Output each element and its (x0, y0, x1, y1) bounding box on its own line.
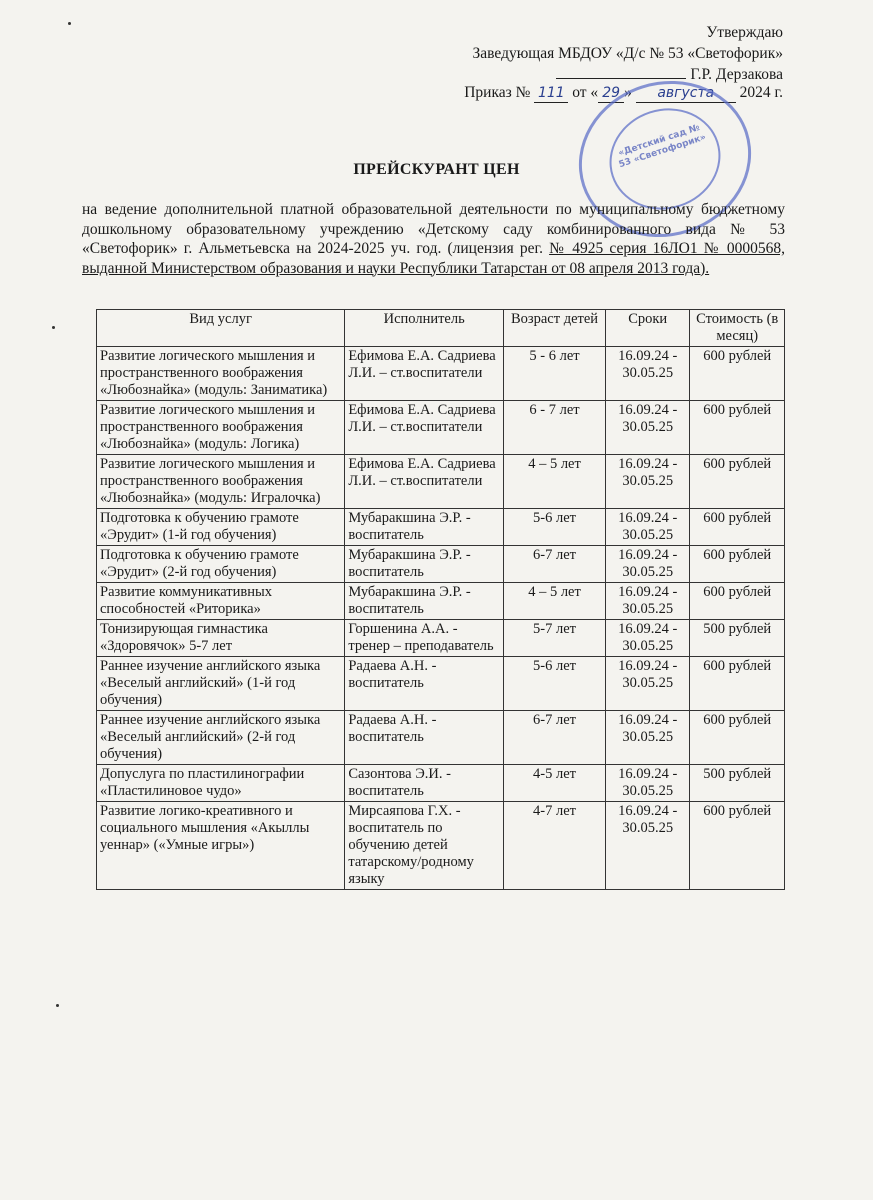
cell-executor: Мубаракшина Э.Р. - воспитатель (345, 583, 504, 620)
cell-period: 16.09.24 - 30.05.25 (606, 802, 690, 890)
table-row (97, 347, 785, 401)
order-prefix: Приказ № (464, 84, 531, 101)
order-number: 111 (537, 85, 565, 101)
cell-service: Допуслуга по пластилинографии «Пластилиновое чудо» (97, 765, 345, 802)
cell-executor: Мирсаяпова Г.Х. - воспитатель по обучению детей татарскому/родному языку (345, 802, 504, 890)
table-row (97, 509, 785, 546)
cell-cost: 600 рублей (690, 657, 785, 711)
scan-speck (52, 326, 55, 329)
order-from: от « (572, 84, 599, 101)
table-row (97, 711, 785, 765)
cell-executor: Мубаракшина Э.Р. - воспитатель (345, 546, 504, 583)
cell-service: Раннее изучение английского языка «Веселый английский» (1-й год обучения) (97, 657, 345, 711)
cell-service: Развитие логического мышления и пространственного воображения «Любознайка» (модуль: Заниматика) (97, 347, 345, 401)
cell-period: 16.09.24 - 30.05.25 (606, 546, 690, 583)
table-row (97, 620, 785, 657)
cell-executor: Ефимова Е.А. Садриева Л.И. – ст.воспитатели (345, 347, 504, 401)
cell-cost: 600 рублей (690, 455, 785, 509)
cell-age: 6-7 лет (504, 711, 606, 765)
cell-executor: Радаева А.Н. - воспитатель (345, 711, 504, 765)
cell-period: 16.09.24 - 30.05.25 (606, 347, 690, 401)
cell-period: 16.09.24 - 30.05.25 (606, 583, 690, 620)
intro-text: на ведение дополнительной платной образовательной деятельности по муниципальному бюджетному дошкольному образовательному учреждению «Детскому саду комбинированного вида № 53 «Светофорик» г. Альметьевска на 2024-2025 уч. год. (лицензия рег. (82, 201, 785, 257)
order-number-field (534, 84, 568, 103)
cell-executor: Ефимова Е.А. Садриева Л.И. – ст.воспитатели (345, 455, 504, 509)
scan-speck (68, 22, 71, 25)
cell-cost: 500 рублей (690, 765, 785, 802)
table-row (97, 657, 785, 711)
cell-service: Тонизирующая гимнастика «Здоровячок» 5-7 лет (97, 620, 345, 657)
cell-period: 16.09.24 - 30.05.25 (606, 401, 690, 455)
scan-speck (56, 1004, 59, 1007)
cell-service: Развитие логического мышления и пространственного воображения «Любознайка» (модуль: Игралочка) (97, 455, 345, 509)
order-close: » (624, 84, 632, 101)
header-executor: Исполнитель (345, 310, 504, 347)
header-service: Вид услуг (97, 310, 345, 347)
cell-cost: 600 рублей (690, 546, 785, 583)
approval-word: Утверждаю (706, 24, 783, 41)
header-age: Возраст детей (504, 310, 606, 347)
cell-age: 4-7 лет (504, 802, 606, 890)
stamp-text: «Детский сад № 53 «Светофорик» (617, 123, 708, 171)
cell-service: Развитие логико-креативного и социального мышления «Акыллы уеннар» («Умные игры») (97, 802, 345, 890)
cell-age: 5-7 лет (504, 620, 606, 657)
signature-line (556, 78, 686, 79)
approval-block (473, 22, 783, 85)
cell-cost: 600 рублей (690, 583, 785, 620)
cell-cost: 600 рублей (690, 802, 785, 890)
cell-executor: Мубаракшина Э.Р. - воспитатель (345, 509, 504, 546)
cell-period: 16.09.24 - 30.05.25 (606, 765, 690, 802)
approval-signer-line (473, 64, 783, 85)
order-day: 29 (602, 85, 621, 101)
cell-service: Подготовка к обучению грамоте «Эрудит» (1-й год обучения) (97, 509, 345, 546)
cell-period: 16.09.24 - 30.05.25 (606, 657, 690, 711)
cell-age: 4-5 лет (504, 765, 606, 802)
table-row (97, 802, 785, 890)
cell-age: 4 – 5 лет (504, 583, 606, 620)
cell-cost: 600 рублей (690, 711, 785, 765)
intro-paragraph (82, 200, 785, 278)
cell-cost: 600 рублей (690, 347, 785, 401)
cell-age: 5-6 лет (504, 657, 606, 711)
table-row (97, 583, 785, 620)
cell-executor: Ефимова Е.А. Садриева Л.И. – ст.воспитатели (345, 401, 504, 455)
table-row (97, 765, 785, 802)
approval-signer: Г.Р. Дерзакова (690, 66, 783, 83)
cell-period: 16.09.24 - 30.05.25 (606, 711, 690, 765)
cell-period: 16.09.24 - 30.05.25 (606, 509, 690, 546)
cell-executor: Радаева А.Н. - воспитатель (345, 657, 504, 711)
cell-age: 5-6 лет (504, 509, 606, 546)
table-row (97, 401, 785, 455)
cell-cost: 600 рублей (690, 401, 785, 455)
cell-age: 6 - 7 лет (504, 401, 606, 455)
cell-service: Подготовка к обучению грамоте «Эрудит» (2-й год обучения) (97, 546, 345, 583)
cell-cost: 500 рублей (690, 620, 785, 657)
document-title: ПРЕЙСКУРАНТ ЦЕН (353, 161, 520, 178)
price-table (96, 309, 785, 890)
cell-service: Развитие логического мышления и пространственного воображения «Любознайка» (модуль: Логика) (97, 401, 345, 455)
header-period: Сроки (606, 310, 690, 347)
cell-age: 5 - 6 лет (504, 347, 606, 401)
table-header-row (97, 310, 785, 347)
approval-position: Заведующая МБДОУ «Д/с № 53 «Светофорик» (472, 45, 783, 62)
cell-age: 6-7 лет (504, 546, 606, 583)
cell-service: Раннее изучение английского языка «Веселый английский» (2-й год обучения) (97, 711, 345, 765)
cell-period: 16.09.24 - 30.05.25 (606, 455, 690, 509)
cell-age: 4 – 5 лет (504, 455, 606, 509)
cell-service: Развитие коммуникативных способностей «Риторика» (97, 583, 345, 620)
cell-executor: Сазонтова Э.И. - воспитатель (345, 765, 504, 802)
order-month: августа (657, 85, 715, 101)
table-row (97, 546, 785, 583)
table-row (97, 455, 785, 509)
cell-cost: 600 рублей (690, 509, 785, 546)
order-year: 2024 г. (739, 84, 783, 101)
license-text: № 4925 серия 16ЛО1 № 0000568, выданной Министерством образования и науки Республики Татарстан от 08 апреля 2013 года). (82, 240, 785, 277)
cell-period: 16.09.24 - 30.05.25 (606, 620, 690, 657)
header-cost: Стоимость (в месяц) (690, 310, 785, 347)
cell-executor: Горшенина А.А. - тренер – преподаватель (345, 620, 504, 657)
